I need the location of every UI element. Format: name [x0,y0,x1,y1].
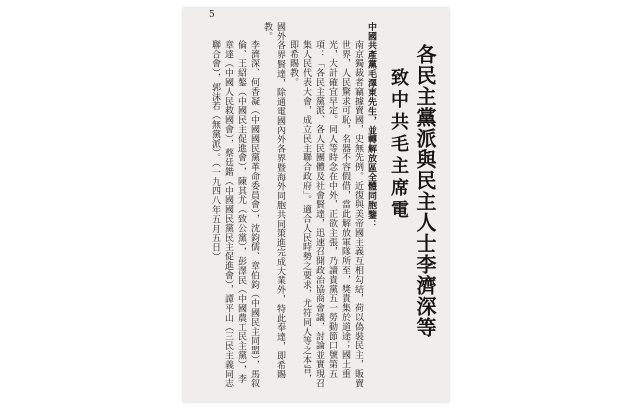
document-body [208,22,377,392]
signatories: 李濟深、何香凝（中國國民黨革命委員會），沈鈞儒、章伯鈞（中國民主同盟），馬叙倫、王紹鏊（中國民主促進會），陳其尤（致公黨），彭澤民（中國農工民主黨），李章達（中國人民救國會），蔡廷鍇（中國國民黨民主促進會），譚平山（三民主義同志聯合會），郭沫若（無黨派）。（一九四八年五月五日） [210,40,259,389]
scanned-page [183,8,449,402]
document-title: 各民主黨派與民主人士李濟深等 [413,44,437,338]
salutation: 中國共產黨毛澤東先生，並轉解放區全體同胞鑒： [366,22,376,229]
body-paragraph: 國外各界賢達，除通電國內外各界暨海外同胞共同策進完成大業外，特此奉達，即希賜教。 [262,22,285,380]
document-subtitle: 致中共毛主席電 [388,68,409,222]
body-paragraph: 南京獨裁者竊據賣國，史無先例。近復與美帝國主義互相勾結，荷以偽裝民主，販賣世界，人民驚求可恥，名器不容假借，當此解放軍隊所至，獎貴集於道途；國土重光，大計確宜早定。同人等時念在中外，正欲主張，乃讀貴黨五一勞動節口號第五項：「各民主黨派、各人民團體及社會賢達，迅速召開政治協商會議，討論並實現召集人民代表大會，成立民主聯合政府」。適合人民時勢之要求，尤符同人等之本旨，即希賜教。 [288,40,363,388]
page-number: 5 [209,10,215,20]
